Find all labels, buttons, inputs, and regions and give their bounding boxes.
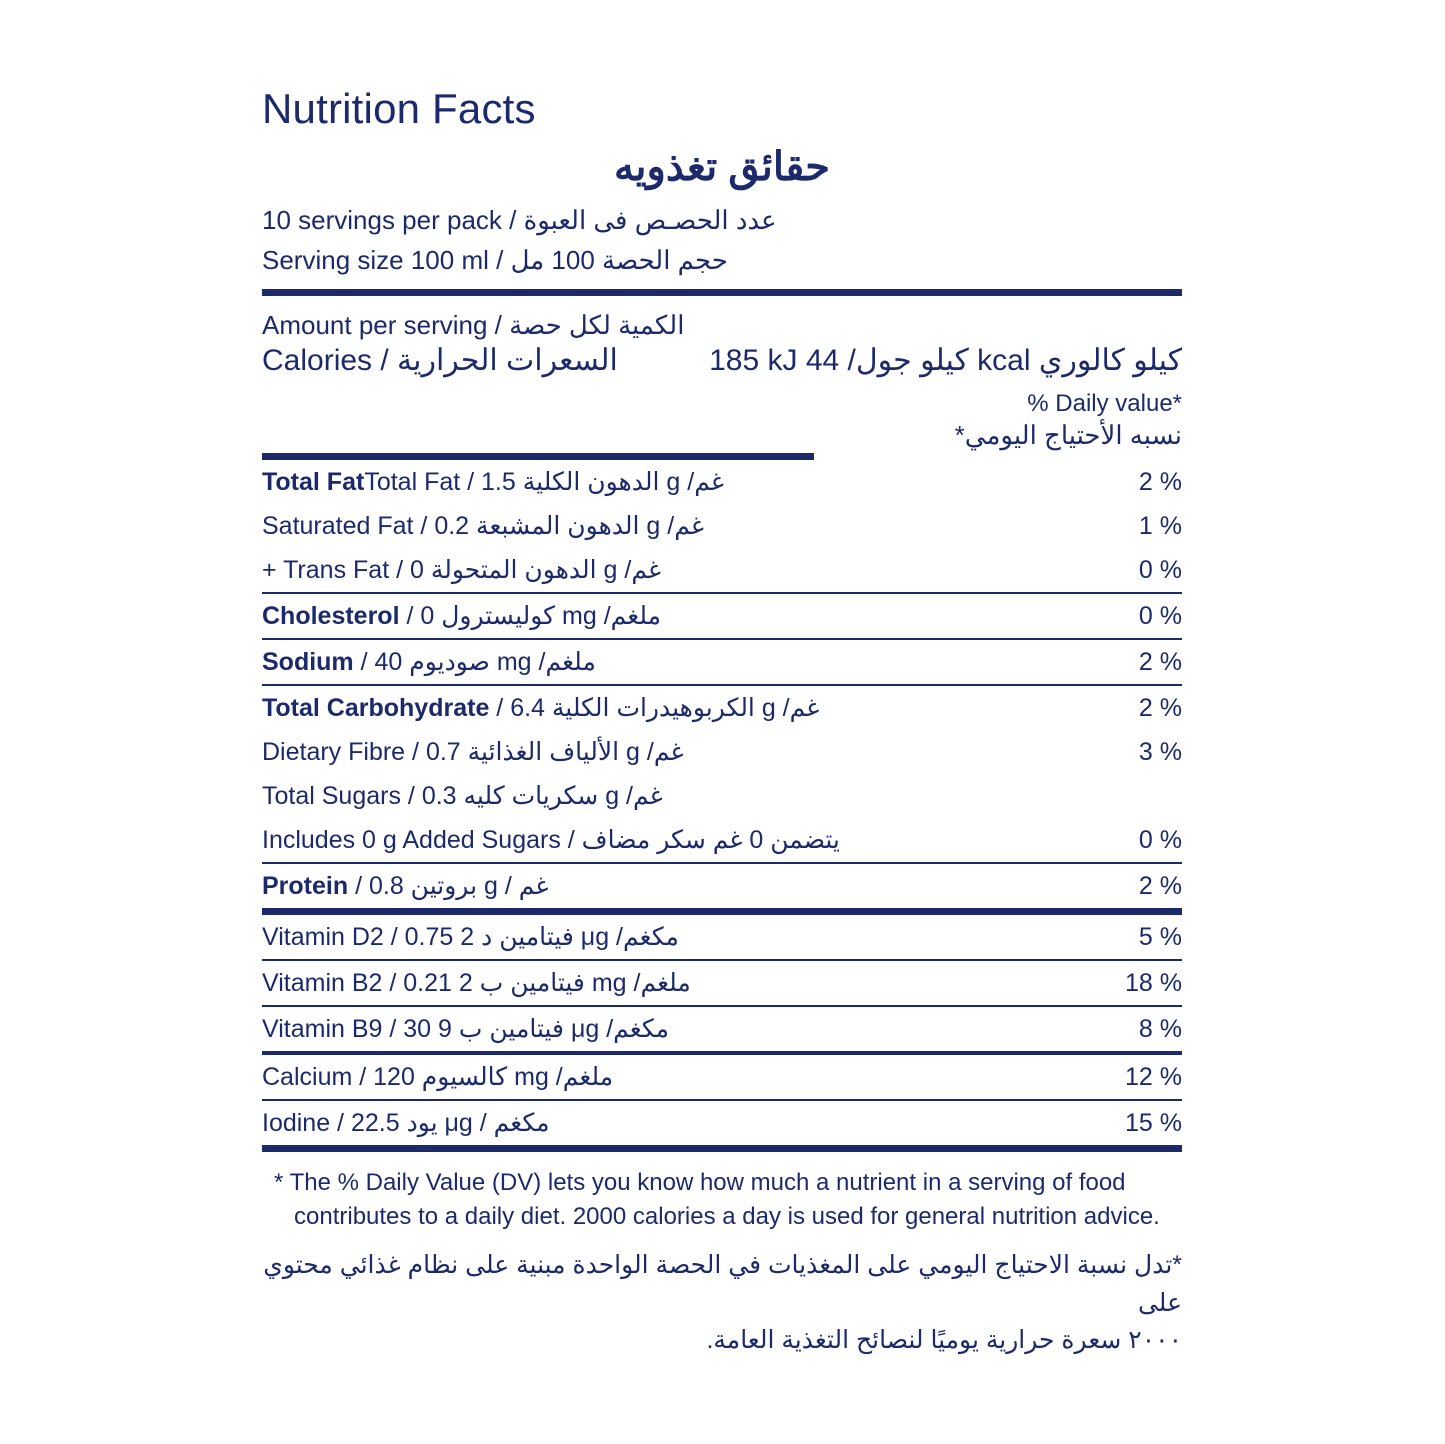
row-label: Protein / بروتين 0.8 g / غم (262, 871, 549, 900)
row-value: 3 % (1138, 737, 1182, 766)
footnote-en-line2: contributes to a daily diet. 2000 calories a day is used for general nutrition advice. (294, 1202, 1160, 1230)
amount-per-serving: Amount per serving / الكمية لكل حصة (262, 309, 685, 340)
row-value: 2 % (1138, 467, 1182, 496)
row-value: 2 % (1138, 647, 1182, 676)
table-row (262, 818, 1182, 862)
divider-thick-footnote (262, 1145, 1182, 1152)
serving-size: Serving size 100 ml / حجم الحصة 100 مل (262, 245, 728, 276)
table-row (262, 1099, 1182, 1145)
servings-per-pack: 10 servings per pack / عدد الحصـص فى العبوة (262, 205, 777, 235)
footnote-ar-line2: ٢٠٠٠ سعرة حرارية يوميًا لنصائح التغذية العامة. (706, 1326, 1182, 1355)
footnote-arabic (262, 1233, 1182, 1360)
row-label: Total FatTotal Fat / الدهون الكلية 1.5 g /غم (262, 467, 724, 496)
nutrition-facts-panel (262, 85, 1182, 1360)
row-value: 18 % (1125, 968, 1182, 997)
daily-value-header-en: % Daily value* (1027, 389, 1182, 417)
calories-value: 185 kJ كيلو جول/ 44 kcal كيلو كالوري (709, 343, 1182, 377)
table-row (262, 684, 1182, 730)
row-label: Includes 0 g Added Sugars / يتضمن 0 غم سكر مضاف (262, 825, 840, 854)
row-label: Total Sugars / سكريات كليه 0.3 g /غم (262, 781, 663, 810)
row-label: Saturated Fat / الدهون المشبعة 0.2 g /غم (262, 511, 704, 540)
table-row (262, 959, 1182, 1005)
row-label: Total Carbohydrate / الكربوهيدرات الكلية 6.4 g /غم (262, 693, 820, 722)
row-value: 0 % (1138, 825, 1182, 854)
footnote-ar-line1: *تدل نسبة الاحتياج اليومي على المغذيات في الحصة الواحدة مبنية على نظام غذائي محتوي على (263, 1251, 1182, 1317)
footnote-en-line1: * The % Daily Value (DV) lets you know how much a nutrient in a serving of food (274, 1168, 1126, 1196)
table-row (262, 460, 1182, 504)
daily-value-header-ar: نسبه الأحتياج اليومي* (954, 419, 1182, 450)
table-row (262, 1005, 1182, 1051)
table-row (262, 548, 1182, 592)
row-value: 2 % (1138, 871, 1182, 900)
row-value: 2 % (1138, 693, 1182, 722)
table-row (262, 592, 1182, 638)
table-row (262, 730, 1182, 774)
table-row (262, 638, 1182, 684)
table-row (262, 774, 1182, 818)
calories-row (262, 341, 1182, 382)
row-label: Dietary Fibre / الألياف الغذائية 0.7 g /غم (262, 737, 684, 766)
row-label: Calcium / كالسيوم 120 mg /ملغم (262, 1062, 614, 1091)
row-label: + Trans Fat / الدهون المتحولة 0 g /غم (262, 555, 662, 584)
row-value: 8 % (1138, 1014, 1182, 1043)
table-row (262, 915, 1182, 959)
divider-thick-vitamins (262, 908, 1182, 915)
row-label: Iodine / يود 22.5 μg / مكغم (262, 1108, 550, 1137)
row-label: Vitamin B2 / فيتامين ب 2 0.21 mg /ملغم (262, 968, 691, 997)
row-label: Sodium / صوديوم 40 mg /ملغم (262, 647, 596, 676)
page-title: Nutrition Facts (262, 85, 536, 132)
row-label: Vitamin D2 / فيتامين د 2 0.75 μg /مكغم (262, 922, 679, 951)
calories-label: Calories / السعرات الحرارية (262, 343, 618, 377)
table-row (262, 862, 1182, 908)
row-value: 5 % (1138, 922, 1182, 951)
daily-value-bar (262, 453, 814, 460)
row-value: 1 % (1138, 511, 1182, 540)
row-label: Cholesterol / كوليسترول 0 mg /ملغم (262, 601, 662, 630)
row-label: Vitamin B9 / فيتامين ب 9 30 μg /مكغم (262, 1014, 670, 1043)
table-row (262, 504, 1182, 548)
row-value: 0 % (1138, 601, 1182, 630)
row-value: 15 % (1125, 1108, 1182, 1137)
row-value: 0 % (1138, 555, 1182, 584)
table-row (262, 1055, 1182, 1099)
footnote-english (262, 1152, 1182, 1233)
divider-thick-top (262, 289, 1182, 296)
page-title-arabic: حقائق تغذويه (613, 145, 831, 189)
row-value: 12 % (1125, 1062, 1182, 1091)
daily-value-rule (262, 453, 1182, 460)
